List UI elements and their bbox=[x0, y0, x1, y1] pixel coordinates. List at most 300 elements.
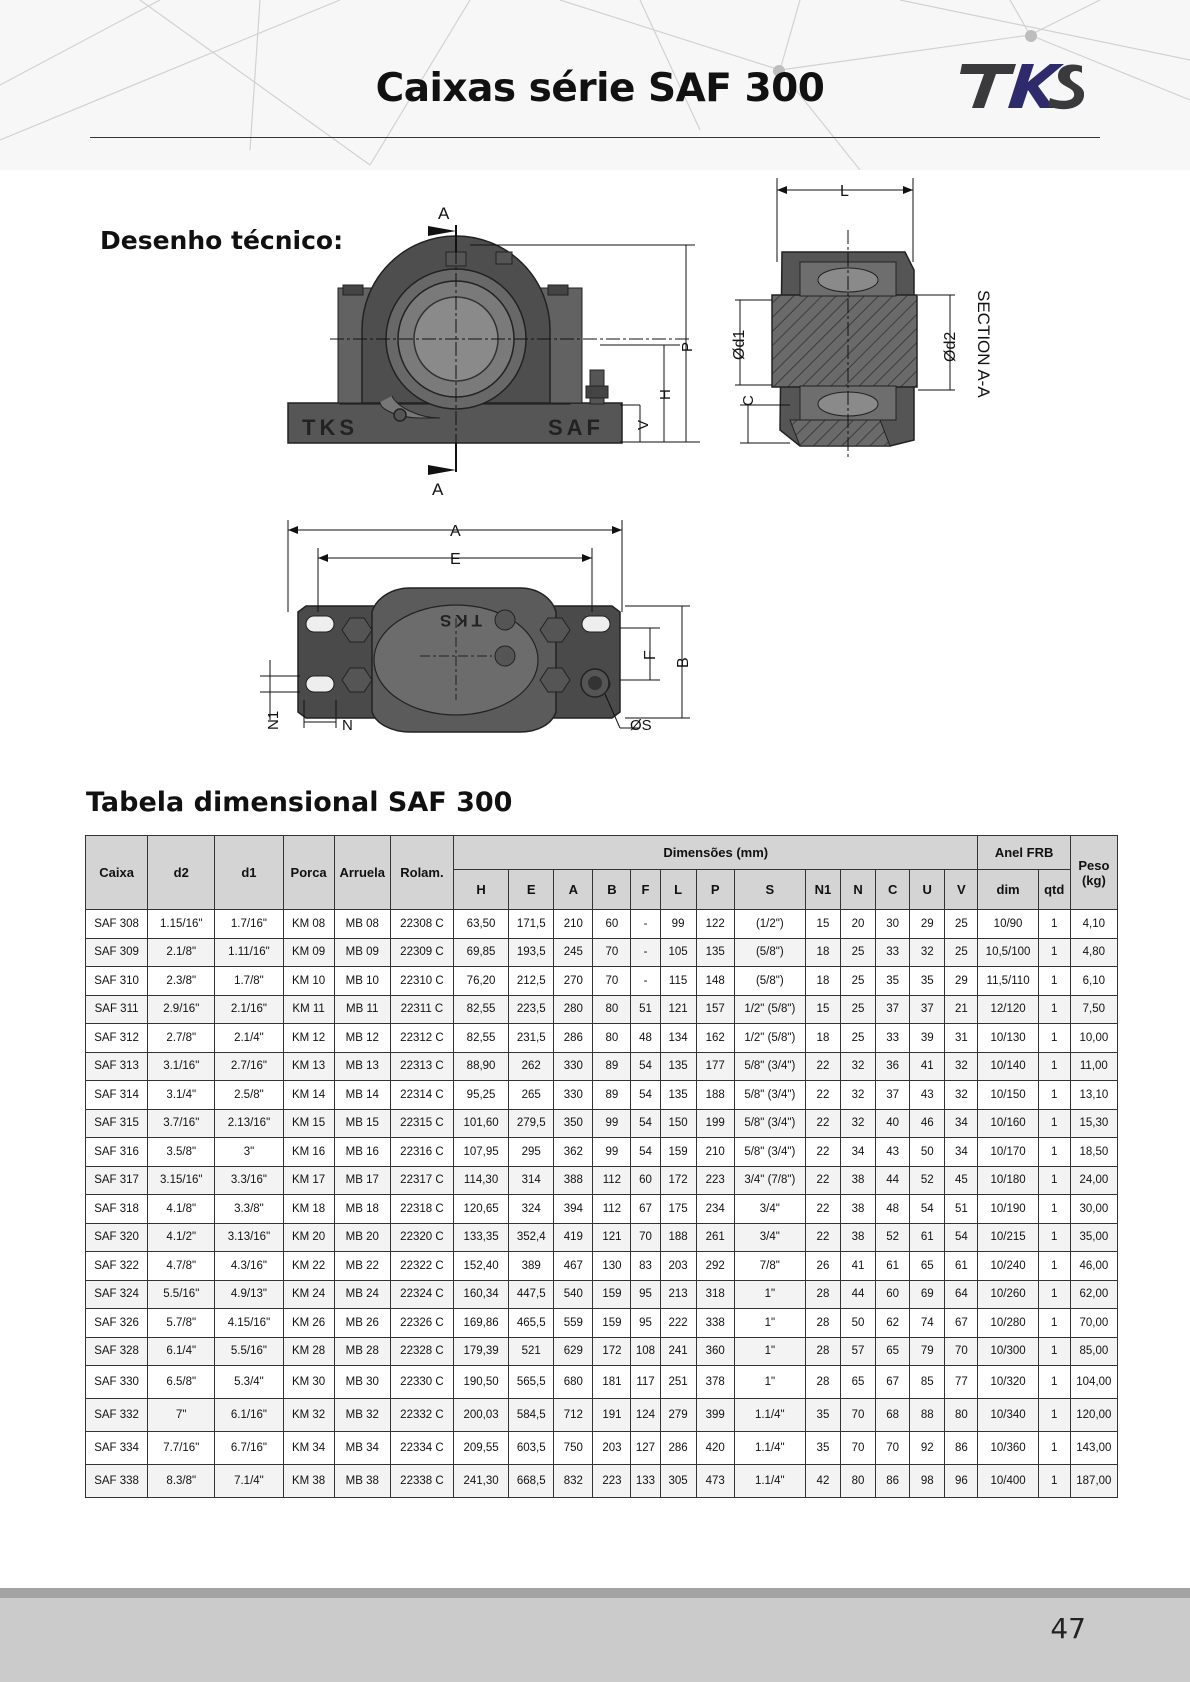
table-cell: 305 bbox=[660, 1465, 696, 1498]
table-cell: 7,50 bbox=[1070, 995, 1117, 1024]
table-cell: 22309 C bbox=[390, 938, 453, 967]
table-cell: 148 bbox=[696, 967, 734, 996]
table-cell: 22324 C bbox=[390, 1280, 453, 1309]
col-L: L bbox=[660, 870, 696, 910]
table-cell: 69,85 bbox=[454, 938, 509, 967]
table-cell: 83 bbox=[631, 1252, 660, 1281]
col-porca: Porca bbox=[283, 836, 334, 910]
table-cell: 10,5/100 bbox=[978, 938, 1038, 967]
table-cell: KM 38 bbox=[283, 1465, 334, 1498]
dim-P: P bbox=[679, 341, 696, 352]
section-label-top: A bbox=[438, 204, 450, 223]
table-cell: 222 bbox=[660, 1309, 696, 1338]
table-cell: 200,03 bbox=[454, 1399, 509, 1432]
table-cell: KM 09 bbox=[283, 938, 334, 967]
table-cell: 79 bbox=[910, 1337, 945, 1366]
table-cell: MB 28 bbox=[334, 1337, 390, 1366]
table-cell: 280 bbox=[554, 995, 593, 1024]
table-cell: 162 bbox=[696, 1024, 734, 1053]
table-cell: 22338 C bbox=[390, 1465, 453, 1498]
table-cell: 15 bbox=[805, 995, 840, 1024]
table-cell: 350 bbox=[554, 1109, 593, 1138]
table-cell: SAF 317 bbox=[86, 1166, 148, 1195]
table-cell: 54 bbox=[631, 1052, 660, 1081]
table-cell: 188 bbox=[696, 1081, 734, 1110]
table-cell: 68 bbox=[876, 1399, 910, 1432]
table-cell: 388 bbox=[554, 1166, 593, 1195]
table-cell: 3.1/4" bbox=[148, 1081, 215, 1110]
table-cell: 1 bbox=[1038, 1432, 1070, 1465]
table-cell: 10/400 bbox=[978, 1465, 1038, 1498]
table-cell: 89 bbox=[593, 1081, 631, 1110]
table-cell: 152,40 bbox=[454, 1252, 509, 1281]
table-cell: 67 bbox=[631, 1195, 660, 1224]
table-cell: 130 bbox=[593, 1252, 631, 1281]
table-cell: 157 bbox=[696, 995, 734, 1024]
table-cell: 160,34 bbox=[454, 1280, 509, 1309]
table-cell: 70 bbox=[593, 938, 631, 967]
table-cell: 2.5/8" bbox=[215, 1081, 283, 1110]
table-cell: 629 bbox=[554, 1337, 593, 1366]
table-cell: 399 bbox=[696, 1399, 734, 1432]
table-cell: 750 bbox=[554, 1432, 593, 1465]
table-cell: MB 12 bbox=[334, 1024, 390, 1053]
table-row bbox=[86, 1081, 1118, 1110]
dim-S: ØS bbox=[630, 717, 652, 734]
table-cell: 362 bbox=[554, 1138, 593, 1167]
table-cell: 10/300 bbox=[978, 1337, 1038, 1366]
table-cell: 420 bbox=[696, 1432, 734, 1465]
dimension-table bbox=[85, 835, 1118, 1498]
table-cell: 29 bbox=[910, 910, 945, 939]
table-cell: SAF 311 bbox=[86, 995, 148, 1024]
table-cell: 5/8" (3/4") bbox=[734, 1081, 805, 1110]
table-cell: MB 17 bbox=[334, 1166, 390, 1195]
table-cell: 5.5/16" bbox=[215, 1337, 283, 1366]
table-cell: 7.7/16" bbox=[148, 1432, 215, 1465]
table-cell: 22330 C bbox=[390, 1366, 453, 1399]
table-cell: SAF 310 bbox=[86, 967, 148, 996]
table-row bbox=[86, 1109, 1118, 1138]
table-cell: 39 bbox=[910, 1024, 945, 1053]
dim-V: V bbox=[635, 419, 652, 430]
table-cell: 95,25 bbox=[454, 1081, 509, 1110]
table-cell: 67 bbox=[945, 1309, 978, 1338]
table-cell: 33 bbox=[876, 938, 910, 967]
drawing-label: Desenho técnico: bbox=[100, 226, 344, 255]
table-cell: 61 bbox=[910, 1223, 945, 1252]
section-view bbox=[731, 178, 993, 460]
table-cell: 521 bbox=[509, 1337, 554, 1366]
table-cell: 210 bbox=[554, 910, 593, 939]
table-row bbox=[86, 1252, 1118, 1281]
table-cell: 82,55 bbox=[454, 1024, 509, 1053]
table-cell: 44 bbox=[841, 1280, 876, 1309]
top-view bbox=[260, 520, 692, 734]
table-cell: 10/130 bbox=[978, 1024, 1038, 1053]
table-cell: 22 bbox=[805, 1166, 840, 1195]
table-cell: MB 34 bbox=[334, 1432, 390, 1465]
table-cell: 22316 C bbox=[390, 1138, 453, 1167]
table-cell: 65 bbox=[876, 1337, 910, 1366]
table-cell: 60 bbox=[876, 1280, 910, 1309]
table-cell: 143,00 bbox=[1070, 1432, 1117, 1465]
table-row bbox=[86, 1195, 1118, 1224]
group-dimensions: Dimensões (mm) bbox=[454, 836, 978, 870]
table-cell: 32 bbox=[841, 1081, 876, 1110]
table-cell: (5/8") bbox=[734, 967, 805, 996]
table-cell: SAF 330 bbox=[86, 1366, 148, 1399]
col-S: S bbox=[734, 870, 805, 910]
table-cell: 35 bbox=[805, 1432, 840, 1465]
table-cell: KM 30 bbox=[283, 1366, 334, 1399]
table-cell: 11,5/110 bbox=[978, 967, 1038, 996]
table-cell: 85 bbox=[910, 1366, 945, 1399]
table-cell: 10/260 bbox=[978, 1280, 1038, 1309]
table-cell: 12/120 bbox=[978, 995, 1038, 1024]
table-cell: 7/8" bbox=[734, 1252, 805, 1281]
table-cell: 318 bbox=[696, 1280, 734, 1309]
table-cell: 314 bbox=[509, 1166, 554, 1195]
table-cell: 60 bbox=[593, 910, 631, 939]
table-cell: MB 38 bbox=[334, 1465, 390, 1498]
table-row bbox=[86, 1052, 1118, 1081]
table-cell: 5/8" (3/4") bbox=[734, 1052, 805, 1081]
table-cell: 22312 C bbox=[390, 1024, 453, 1053]
table-cell: 3/4" (7/8") bbox=[734, 1166, 805, 1195]
table-cell: 25 bbox=[841, 995, 876, 1024]
table-cell: 25 bbox=[841, 967, 876, 996]
table-cell: 2.7/8" bbox=[148, 1024, 215, 1053]
table-cell: 6.5/8" bbox=[148, 1366, 215, 1399]
table-cell: 4.3/16" bbox=[215, 1252, 283, 1281]
table-cell: 234 bbox=[696, 1195, 734, 1224]
table-title: Tabela dimensional SAF 300 bbox=[86, 787, 513, 818]
table-cell: 10/140 bbox=[978, 1052, 1038, 1081]
table-cell: 51 bbox=[631, 995, 660, 1024]
table-cell: 135 bbox=[660, 1052, 696, 1081]
table-cell: 25 bbox=[945, 938, 978, 967]
table-cell: SAF 328 bbox=[86, 1337, 148, 1366]
table-cell: 261 bbox=[696, 1223, 734, 1252]
table-cell: 99 bbox=[660, 910, 696, 939]
table-cell: 447,5 bbox=[509, 1280, 554, 1309]
table-cell: 22311 C bbox=[390, 995, 453, 1024]
table-cell: 584,5 bbox=[509, 1399, 554, 1432]
table-cell: KM 08 bbox=[283, 910, 334, 939]
table-cell: 360 bbox=[696, 1337, 734, 1366]
table-cell: 1 bbox=[1038, 1081, 1070, 1110]
table-cell: 42 bbox=[805, 1465, 840, 1498]
table-cell: 44 bbox=[876, 1166, 910, 1195]
table-cell: 1 bbox=[1038, 1465, 1070, 1498]
table-cell: 1.7/8" bbox=[215, 967, 283, 996]
table-row bbox=[86, 995, 1118, 1024]
table-cell: 38 bbox=[841, 1223, 876, 1252]
col-N: N bbox=[841, 870, 876, 910]
table-cell: 65 bbox=[910, 1252, 945, 1281]
table-cell: 231,5 bbox=[509, 1024, 554, 1053]
table-cell: 5/8" (3/4") bbox=[734, 1138, 805, 1167]
table-cell: 54 bbox=[631, 1081, 660, 1110]
table-cell: KM 16 bbox=[283, 1138, 334, 1167]
table-cell: 112 bbox=[593, 1195, 631, 1224]
table-cell: 8.3/8" bbox=[148, 1465, 215, 1498]
table-cell: 54 bbox=[631, 1138, 660, 1167]
table-row bbox=[86, 1337, 1118, 1366]
table-cell: 40 bbox=[876, 1109, 910, 1138]
table-cell: 52 bbox=[876, 1223, 910, 1252]
table-cell: 62 bbox=[876, 1309, 910, 1338]
table-cell: 1 bbox=[1038, 1280, 1070, 1309]
table-cell: 1/2" (5/8") bbox=[734, 995, 805, 1024]
page-footer bbox=[0, 1598, 1190, 1682]
table-cell: 67 bbox=[876, 1366, 910, 1399]
table-row bbox=[86, 1432, 1118, 1465]
dim-C: C bbox=[740, 395, 757, 406]
table-cell: 465,5 bbox=[509, 1309, 554, 1338]
table-cell: 70 bbox=[631, 1223, 660, 1252]
header-divider bbox=[90, 137, 1100, 138]
table-cell: 1 bbox=[1038, 1223, 1070, 1252]
table-cell: 295 bbox=[509, 1138, 554, 1167]
table-cell: 159 bbox=[593, 1309, 631, 1338]
table-cell: 193,5 bbox=[509, 938, 554, 967]
table-cell: 22 bbox=[805, 1052, 840, 1081]
table-cell: 28 bbox=[805, 1309, 840, 1338]
table-cell: 20 bbox=[841, 910, 876, 939]
table-cell: 1 bbox=[1038, 1138, 1070, 1167]
table-cell: 22314 C bbox=[390, 1081, 453, 1110]
section-title: SECTION A-A bbox=[974, 290, 993, 398]
table-cell: 5/8" (3/4") bbox=[734, 1109, 805, 1138]
table-cell: 122 bbox=[696, 910, 734, 939]
table-cell: 1 bbox=[1038, 1024, 1070, 1053]
table-cell: 22317 C bbox=[390, 1166, 453, 1195]
table-cell: 22315 C bbox=[390, 1109, 453, 1138]
table-cell: 48 bbox=[876, 1195, 910, 1224]
table-cell: 29 bbox=[945, 967, 978, 996]
table-cell: - bbox=[631, 910, 660, 939]
table-row bbox=[86, 967, 1118, 996]
table-cell: 1.1/4" bbox=[734, 1399, 805, 1432]
table-cell: 394 bbox=[554, 1195, 593, 1224]
table-cell: 95 bbox=[631, 1309, 660, 1338]
table-cell: SAF 332 bbox=[86, 1399, 148, 1432]
table-cell: 38 bbox=[841, 1166, 876, 1195]
table-cell: MB 10 bbox=[334, 967, 390, 996]
table-cell: 3/4" bbox=[734, 1223, 805, 1252]
table-cell: 28 bbox=[805, 1280, 840, 1309]
table-cell: 52 bbox=[910, 1166, 945, 1195]
table-cell: 65 bbox=[841, 1366, 876, 1399]
table-cell: 95 bbox=[631, 1280, 660, 1309]
table-cell: 46,00 bbox=[1070, 1252, 1117, 1281]
table-cell: 70 bbox=[593, 967, 631, 996]
table-cell: 1" bbox=[734, 1366, 805, 1399]
table-row bbox=[86, 910, 1118, 939]
table-cell: 4,80 bbox=[1070, 938, 1117, 967]
col-d2: d2 bbox=[148, 836, 215, 910]
table-cell: 69 bbox=[910, 1280, 945, 1309]
table-cell: 22 bbox=[805, 1223, 840, 1252]
table-cell: 115 bbox=[660, 967, 696, 996]
table-cell: 2.3/8" bbox=[148, 967, 215, 996]
table-cell: SAF 326 bbox=[86, 1309, 148, 1338]
table-cell: 13,10 bbox=[1070, 1081, 1117, 1110]
table-cell: 213 bbox=[660, 1280, 696, 1309]
table-cell: 134 bbox=[660, 1024, 696, 1053]
dim-B: B bbox=[675, 657, 692, 668]
table-cell: 1 bbox=[1038, 1399, 1070, 1432]
table-cell: 10/180 bbox=[978, 1166, 1038, 1195]
table-cell: 61 bbox=[945, 1252, 978, 1281]
table-cell: 4.9/13" bbox=[215, 1280, 283, 1309]
table-cell: 96 bbox=[945, 1465, 978, 1498]
table-cell: MB 18 bbox=[334, 1195, 390, 1224]
table-cell: 108 bbox=[631, 1337, 660, 1366]
table-cell: 80 bbox=[593, 1024, 631, 1053]
table-cell: 1 bbox=[1038, 1366, 1070, 1399]
table-cell: 1 bbox=[1038, 1052, 1070, 1081]
table-cell: - bbox=[631, 938, 660, 967]
housing-mark-top: TKS bbox=[436, 611, 482, 630]
table-cell: 212,5 bbox=[509, 967, 554, 996]
table-cell: 74 bbox=[910, 1309, 945, 1338]
table-cell: 181 bbox=[593, 1366, 631, 1399]
table-cell: 159 bbox=[660, 1138, 696, 1167]
table-cell: 22308 C bbox=[390, 910, 453, 939]
dim-N: N bbox=[342, 717, 353, 734]
col-peso: Peso (kg) bbox=[1070, 836, 1117, 910]
table-cell: (5/8") bbox=[734, 938, 805, 967]
col-qtd: qtd bbox=[1038, 870, 1070, 910]
table-cell: 22313 C bbox=[390, 1052, 453, 1081]
table-cell: 352,4 bbox=[509, 1223, 554, 1252]
table-cell: 680 bbox=[554, 1366, 593, 1399]
table-cell: MB 08 bbox=[334, 910, 390, 939]
table-cell: 92 bbox=[910, 1432, 945, 1465]
table-cell: 2.1/8" bbox=[148, 938, 215, 967]
table-cell: 241 bbox=[660, 1337, 696, 1366]
dim-d1: Ød1 bbox=[731, 329, 748, 360]
table-cell: 32 bbox=[910, 938, 945, 967]
technical-drawing bbox=[250, 170, 1010, 740]
table-cell: 32 bbox=[841, 1109, 876, 1138]
table-cell: 10/150 bbox=[978, 1081, 1038, 1110]
table-cell: 98 bbox=[910, 1465, 945, 1498]
table-row bbox=[86, 1399, 1118, 1432]
table-cell: SAF 318 bbox=[86, 1195, 148, 1224]
table-cell: 668,5 bbox=[509, 1465, 554, 1498]
table-cell: 121 bbox=[660, 995, 696, 1024]
table-cell: 22334 C bbox=[390, 1432, 453, 1465]
housing-mark-left: TKS bbox=[302, 415, 358, 440]
table-cell: 324 bbox=[509, 1195, 554, 1224]
table-cell: 3.15/16" bbox=[148, 1166, 215, 1195]
table-cell: 22 bbox=[805, 1109, 840, 1138]
table-cell: 172 bbox=[593, 1337, 631, 1366]
table-cell: 338 bbox=[696, 1309, 734, 1338]
table-cell: 50 bbox=[841, 1309, 876, 1338]
col-B: B bbox=[593, 870, 631, 910]
table-cell: 2.7/16" bbox=[215, 1052, 283, 1081]
table-cell: 28 bbox=[805, 1337, 840, 1366]
table-cell: 3.13/16" bbox=[215, 1223, 283, 1252]
table-cell: - bbox=[631, 967, 660, 996]
table-cell: SAF 322 bbox=[86, 1252, 148, 1281]
table-cell: 22332 C bbox=[390, 1399, 453, 1432]
table-cell: 104,00 bbox=[1070, 1366, 1117, 1399]
table-cell: 7" bbox=[148, 1399, 215, 1432]
table-cell: 389 bbox=[509, 1252, 554, 1281]
dim-d2: Ød2 bbox=[942, 331, 959, 362]
table-cell: 3" bbox=[215, 1138, 283, 1167]
table-cell: KM 28 bbox=[283, 1337, 334, 1366]
table-cell: 135 bbox=[660, 1081, 696, 1110]
table-cell: 5.5/16" bbox=[148, 1280, 215, 1309]
table-cell: 279 bbox=[660, 1399, 696, 1432]
table-cell: 1 bbox=[1038, 1309, 1070, 1338]
col-F: F bbox=[631, 870, 660, 910]
table-cell: 251 bbox=[660, 1366, 696, 1399]
col-caixa: Caixa bbox=[86, 836, 148, 910]
table-cell: 37 bbox=[876, 1081, 910, 1110]
table-cell: 286 bbox=[554, 1024, 593, 1053]
table-cell: 1" bbox=[734, 1309, 805, 1338]
table-cell: 4.1/8" bbox=[148, 1195, 215, 1224]
table-cell: 1 bbox=[1038, 967, 1070, 996]
table-cell: 120,00 bbox=[1070, 1399, 1117, 1432]
table-cell: 85,00 bbox=[1070, 1337, 1117, 1366]
table-cell: 80 bbox=[593, 995, 631, 1024]
table-cell: 159 bbox=[593, 1280, 631, 1309]
table-cell: KM 17 bbox=[283, 1166, 334, 1195]
table-cell: 114,30 bbox=[454, 1166, 509, 1195]
table-cell: 292 bbox=[696, 1252, 734, 1281]
table-cell: 82,55 bbox=[454, 995, 509, 1024]
table-cell: 70 bbox=[841, 1432, 876, 1465]
table-cell: 80 bbox=[841, 1465, 876, 1498]
table-cell: 26 bbox=[805, 1252, 840, 1281]
table-cell: 22328 C bbox=[390, 1337, 453, 1366]
table-cell: 22 bbox=[805, 1081, 840, 1110]
table-cell: 105 bbox=[660, 938, 696, 967]
group-ring: Anel FRB bbox=[978, 836, 1070, 870]
table-cell: 1" bbox=[734, 1280, 805, 1309]
table-cell: 378 bbox=[696, 1366, 734, 1399]
table-cell: 70,00 bbox=[1070, 1309, 1117, 1338]
table-row bbox=[86, 1465, 1118, 1498]
table-cell: 4.7/8" bbox=[148, 1252, 215, 1281]
table-cell: 22 bbox=[805, 1195, 840, 1224]
page-number: 47 bbox=[1050, 1612, 1086, 1645]
table-cell: SAF 309 bbox=[86, 938, 148, 967]
table-cell: 41 bbox=[910, 1052, 945, 1081]
table-cell: 10,00 bbox=[1070, 1024, 1117, 1053]
table-cell: 1.7/16" bbox=[215, 910, 283, 939]
table-cell: 22320 C bbox=[390, 1223, 453, 1252]
table-cell: 1 bbox=[1038, 1195, 1070, 1224]
dim-F: F bbox=[642, 650, 659, 660]
table-cell: 7.1/4" bbox=[215, 1465, 283, 1498]
table-cell: 473 bbox=[696, 1465, 734, 1498]
housing-mark-right: SAF bbox=[548, 415, 604, 440]
table-cell: 51 bbox=[945, 1195, 978, 1224]
table-cell: 25 bbox=[841, 1024, 876, 1053]
table-cell: 35 bbox=[910, 967, 945, 996]
table-cell: 80 bbox=[945, 1399, 978, 1432]
